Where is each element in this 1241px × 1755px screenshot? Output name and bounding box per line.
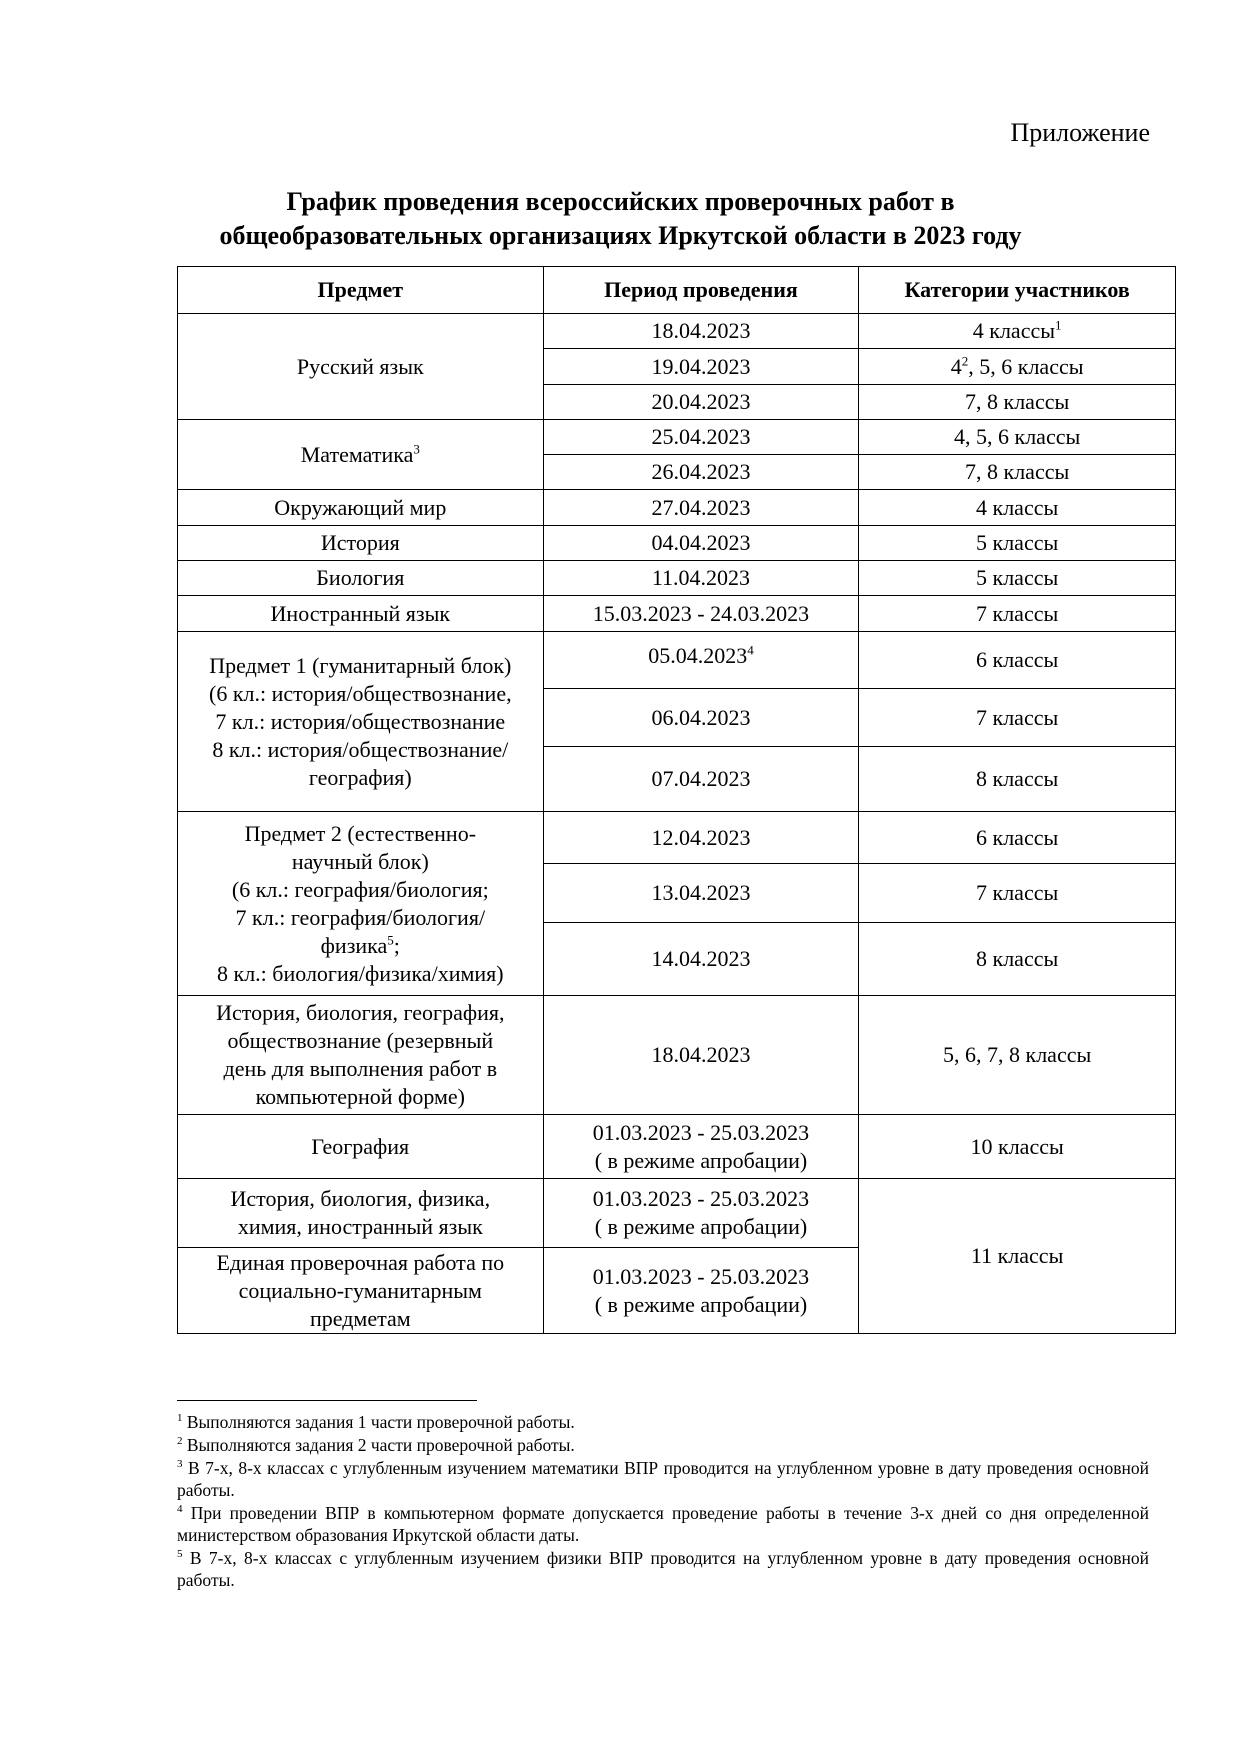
title-line-1: График проведения всероссийских проверочных работ в <box>286 187 955 216</box>
table-row <box>178 561 1176 596</box>
date-cell: 14.04.2023 <box>543 923 859 996</box>
category-cell: 8 классы <box>859 923 1176 996</box>
table-row <box>178 420 1176 455</box>
header-period: Период проведения <box>543 267 859 314</box>
subject-cell: Математика$^3$ <box>178 420 544 490</box>
date-cell: 20.04.2023 <box>543 385 859 420</box>
date-cell: 12.04.2023 <box>543 812 859 864</box>
category-cell: 7 классы <box>859 864 1176 923</box>
document-title <box>0 185 1241 253</box>
date-cell: 01.03.2023 - 25.03.2023 ( в режиме апробации) <box>543 1248 859 1334</box>
subject-cell: Предмет 2 (естественно- научный блок) (6 кл.: география/биология; 7 кл.: география/биология/ физика$^5$; 8 кл.: биология/физика/химия) <box>178 812 544 996</box>
category-cell: 7 классы <box>859 689 1176 747</box>
footnote-4: $^4$ При проведении ВПР в компьютерном формате допускается проведение работы в течение 3-х дней со дня определенной министерством образования Иркутской области даты. <box>177 1503 1149 1545</box>
footnote-1: $^1$ Выполняются задания 1 части проверочной работы. <box>177 1412 575 1432</box>
subject-cell: Иностранный язык <box>178 596 544 632</box>
date-cell: 26.04.2023 <box>543 455 859 490</box>
subject-cell: История, биология, география, обществознание (резервный день для выполнения работ в компьютерной форме) <box>178 996 544 1115</box>
table-header-row <box>178 267 1176 314</box>
table-row <box>178 314 1176 349</box>
footnotes <box>177 1411 1149 1592</box>
date-cell: 19.04.2023 <box>543 349 859 385</box>
date-cell: 15.03.2023 - 24.03.2023 <box>543 596 859 632</box>
category-cell: 4 классы <box>859 490 1176 526</box>
date-cell: 18.04.2023 <box>543 314 859 349</box>
table-row <box>178 1115 1176 1179</box>
category-cell: 5 классы <box>859 526 1176 561</box>
category-cell: 11 классы <box>859 1179 1176 1334</box>
header-categories: Категории участников <box>859 267 1176 314</box>
appendix-label: Приложение <box>1010 118 1150 147</box>
category-cell: 7 классы <box>859 596 1176 632</box>
date-cell: 01.03.2023 - 25.03.2023 ( в режиме апробации) <box>543 1179 859 1248</box>
table-row <box>178 996 1176 1115</box>
subject-cell: История, биология, физика, химия, иностранный язык <box>178 1179 544 1248</box>
footnote-2: $^2$ Выполняются задания 2 части проверочной работы. <box>177 1435 575 1455</box>
subject-cell: Окружающий мир <box>178 490 544 526</box>
table-row <box>178 812 1176 864</box>
date-cell: 06.04.2023 <box>543 689 859 747</box>
date-cell: 05.04.2023$^4$ <box>543 632 859 689</box>
subject-cell: Биология <box>178 561 544 596</box>
date-cell: 25.04.2023 <box>543 420 859 455</box>
category-cell: 7, 8 классы <box>859 455 1176 490</box>
schedule-table <box>177 266 1176 1334</box>
subject-cell: История <box>178 526 544 561</box>
category-cell: 4 классы$^1$ <box>859 314 1176 349</box>
title-line-2: общеобразовательных организациях Иркутской области в 2023 году <box>219 221 1022 250</box>
table-row <box>178 526 1176 561</box>
category-cell: 7, 8 классы <box>859 385 1176 420</box>
category-cell: 6 классы <box>859 812 1176 864</box>
category-cell: 5, 6, 7, 8 классы <box>859 996 1176 1115</box>
date-cell: 27.04.2023 <box>543 490 859 526</box>
table-row <box>178 596 1176 632</box>
subject-cell: География <box>178 1115 544 1179</box>
date-cell: 13.04.2023 <box>543 864 859 923</box>
date-cell: 18.04.2023 <box>543 996 859 1115</box>
category-cell: 8 классы <box>859 747 1176 812</box>
footnote-separator <box>177 1400 477 1401</box>
table-row <box>178 490 1176 526</box>
category-cell: 10 классы <box>859 1115 1176 1179</box>
category-cell: 5 классы <box>859 561 1176 596</box>
date-cell: 04.04.2023 <box>543 526 859 561</box>
header-subject: Предмет <box>178 267 544 314</box>
footnote-5: $^5$ В 7-х, 8-х классах с углубленным изучением физики ВПР проводится на углубленном уровне в дату проведения основной работы. <box>177 1548 1149 1590</box>
table-row <box>178 632 1176 689</box>
subject-cell: Русский язык <box>178 314 544 420</box>
date-cell: 11.04.2023 <box>543 561 859 596</box>
date-cell: 07.04.2023 <box>543 747 859 812</box>
subject-cell: Предмет 1 (гуманитарный блок) (6 кл.: история/обществознание, 7 кл.: история/обществознание 8 кл.: история/обществознание/ география) <box>178 632 544 812</box>
category-cell: 4, 5, 6 классы <box>859 420 1176 455</box>
footnote-3: $^3$ В 7-х, 8-х классах с углубленным изучением математики ВПР проводится на углубленном уровне в дату проведения основной работы. <box>177 1458 1150 1500</box>
date-cell: 01.03.2023 - 25.03.2023 ( в режиме апробации) <box>543 1115 859 1179</box>
category-cell: 6 классы <box>859 632 1176 689</box>
category-cell: $4^2$, 5, 6 классы <box>859 349 1176 385</box>
subject-cell: Единая проверочная работа по социально-гуманитарным предметам <box>178 1248 544 1334</box>
table-row <box>178 1179 1176 1248</box>
